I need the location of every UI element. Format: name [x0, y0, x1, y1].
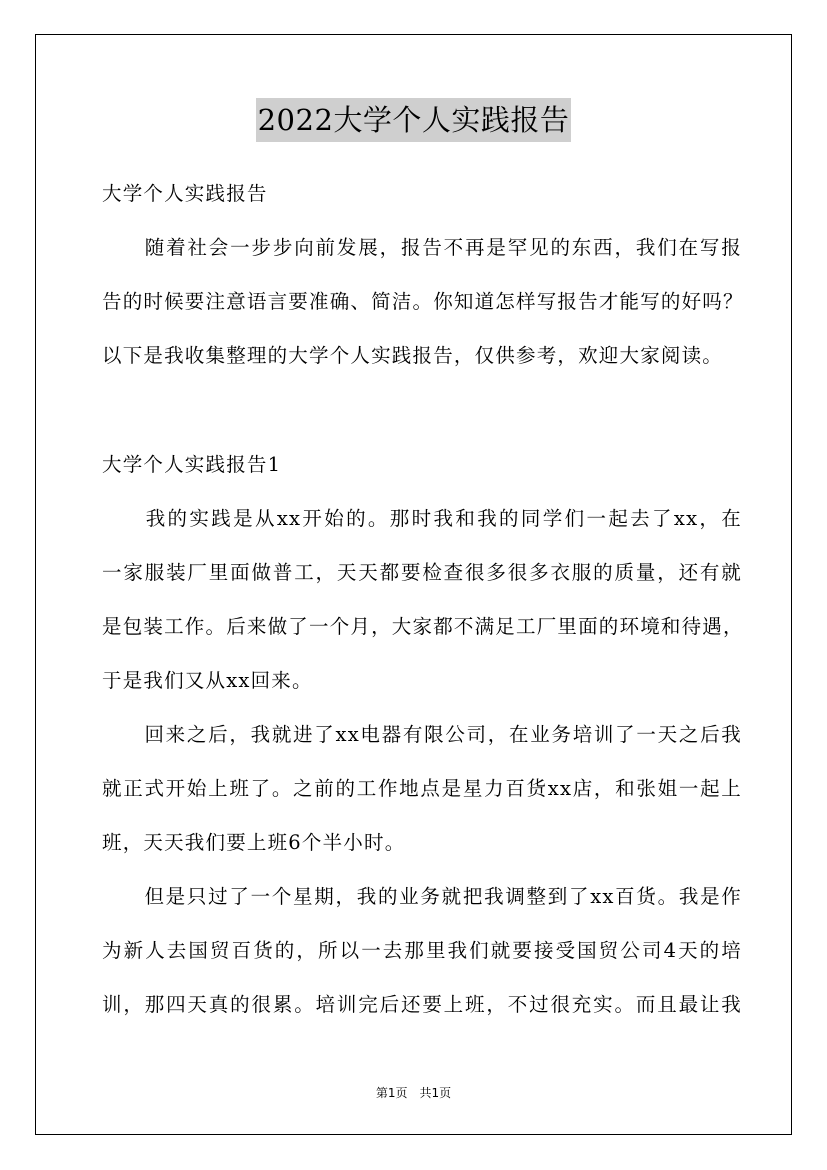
body-line-8: 但是只过了一个星期，我的业务就把我调整到了xx百货。我是作: [102, 885, 742, 908]
intro-line-2: 告的时候要注意语言要准确、简洁。你知道怎样写报告才能写的好吗？: [102, 290, 744, 313]
body-line-5: 回来之后，我就进了xx电器有限公司，在业务培训了一天之后我: [102, 723, 742, 746]
body-line-7: 班，天天我们要上班6个半小时。: [102, 831, 406, 854]
title-container: [0, 98, 827, 142]
intro-line-3: 以下是我收集整理的大学个人实践报告，仅供参考，欢迎大家阅读。: [102, 344, 724, 367]
body-line-4: 于是我们又从xx回来。: [102, 669, 313, 692]
body-line-2: 一家服装厂里面做普工，天天都要检查很多很多衣服的质量，还有就: [102, 561, 742, 584]
section-heading: 大学个人实践报告: [102, 182, 268, 205]
body-line-10: 训，那四天真的很累。培训完后还要上班，不过很充实。而且最让我: [102, 993, 742, 1016]
intro-line-1: 随着社会一步步向前发展，报告不再是罕见的东西，我们在写报: [102, 236, 742, 259]
body-line-6: 就正式开始上班了。之前的工作地点是星力百货xx店，和张姐一起上: [102, 777, 742, 800]
document-title: 2022大学个人实践报告: [256, 98, 572, 142]
report-heading: 大学个人实践报告1: [102, 453, 282, 476]
body-line-1: 我的实践是从xx开始的。那时我和我的同学们一起去了xx，在: [102, 507, 742, 530]
page-footer: 第1页 共1页: [375, 1086, 452, 1100]
body-line-3: 是包装工作。后来做了一个月，大家都不满足工厂里面的环境和待遇，: [102, 615, 744, 638]
body-line-9: 为新人去国贸百货的，所以一去那里我们就要接受国贸公司4天的培: [102, 939, 742, 962]
